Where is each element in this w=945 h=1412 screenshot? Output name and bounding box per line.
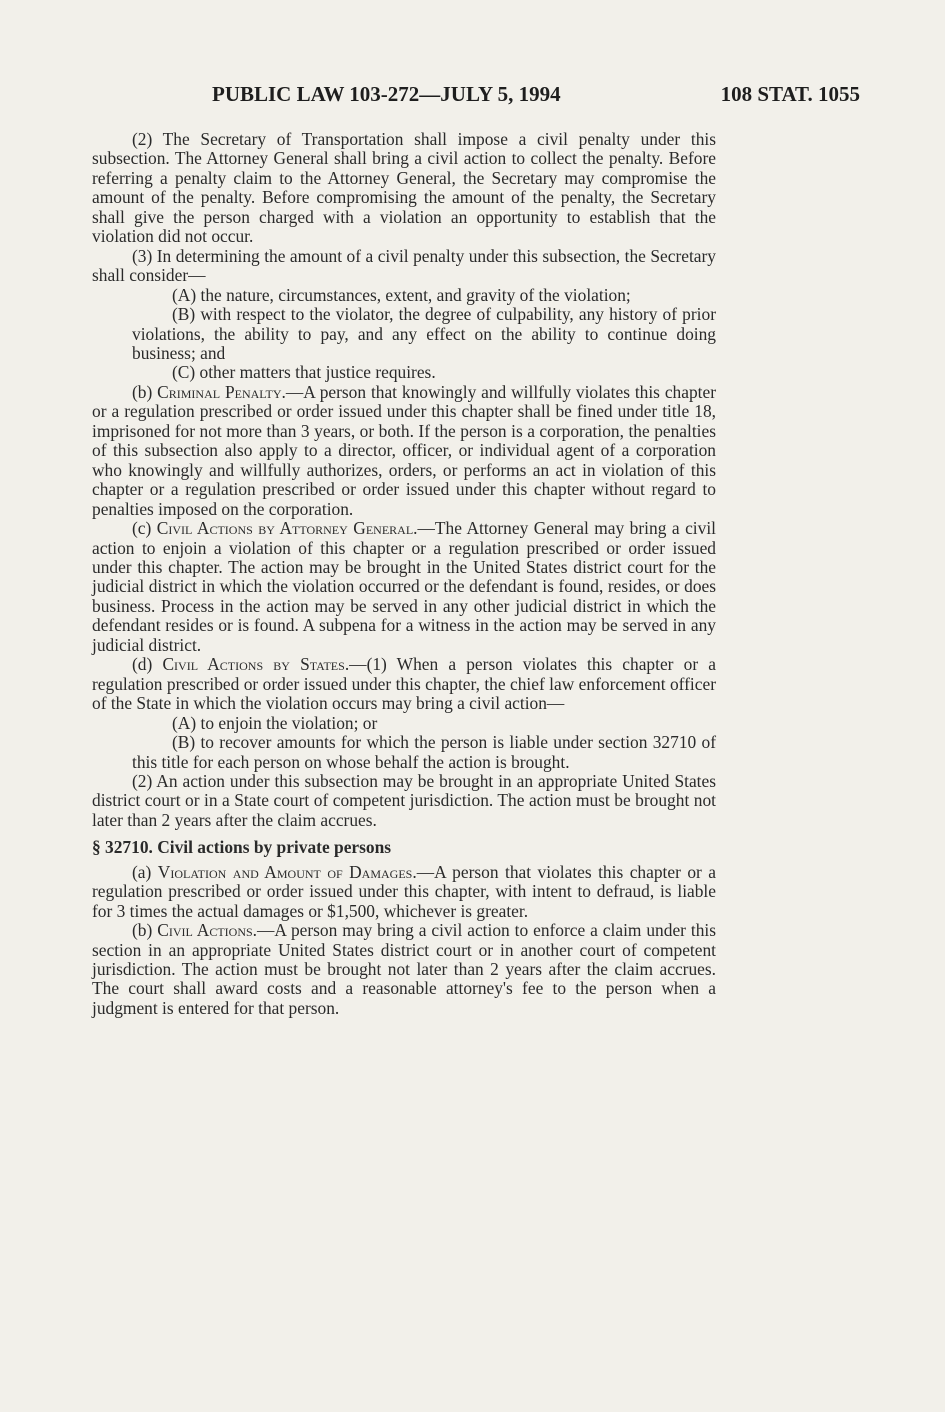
paragraph-a2: (2) The Secretary of Transportation shall impose a civil penalty under this subsection. The Attorney General shall bring a civil action to collect the penalty. Before referring a penalty claim to the Attorney General, the Secretary may compromise the amount of the penalty. Before compromising the amount of the penalty, the Secretary shall give the person charged with a violation an opportunity to establish that the violation did not occur.: [92, 129, 716, 247]
subsection-b-label: (b): [132, 381, 158, 402]
running-title: PUBLIC LAW 103-272—JULY 5, 1994: [212, 82, 561, 106]
subsection-d-text: —(1) When a person violates this chapter or a regulation prescribed or order issued under this chapter, the chief law enforcement officer of the State in which the violation occurs may bring a civil action—: [92, 654, 716, 714]
section-subsection-a: [92, 863, 716, 921]
paragraph-a3: (3) In determining the amount of a civil penalty under this subsection, the Secretary shall consider—: [92, 245, 716, 286]
subparagraph-d1-A: (A) to enjoin the violation; or: [172, 712, 378, 733]
page-header: [92, 82, 860, 112]
subparagraph-a3-C: (C) other matters that justice requires.: [172, 362, 436, 383]
subsection-c-heading: Civil Actions by Attorney General.: [156, 518, 418, 539]
section-subsection-a-text: —A person that violates this chapter or a regulation prescribed or order issued under this chapter, with intent to defraud, is liable for 3 times the actual damages or $1,500, whichever is greater.: [92, 861, 717, 921]
statute-page-number: 108 STAT. 1055: [720, 82, 860, 106]
subsection-b: [92, 383, 716, 519]
subsection-c-text: —The Attorney General may bring a civil action to enjoin a violation of this chapter or a regulation prescribed or order issued under this chapter. The action may be brought in the United States district court for the judicial district in which the violation occurred or the defendant is found, resides, or does business. Process in the action may be served in any other judicial district in which the defendant resides or is found. A subpena for a witness in the action may be served in any judicial district.: [92, 518, 716, 655]
subsection-d-heading: Civil Actions by States.: [162, 654, 350, 675]
subparagraph-a3-B: (B) with respect to the violator, the degree of culpability, any history of prior violations, the ability to pay, and any effect on the ability to continue doing business; and: [132, 304, 716, 363]
section-subsection-b-text: —A person may bring a civil action to enforce a claim under this section in an appropriate United States district court or in another court of competent jurisdiction. The action must be brought not later than 2 years after the claim accrues. The court shall award costs and a reasonable attorney's fee to the person when a judgment is entered for that person.: [92, 920, 717, 1018]
section-subsection-a-heading: Violation and Amount of Damages.: [157, 861, 417, 882]
subparagraph-a3-A: (A) the nature, circumstances, extent, and gravity of the violation;: [172, 284, 631, 305]
section-subsection-b-heading: Civil Actions.: [157, 920, 258, 941]
subsection-d: [92, 655, 716, 713]
subsection-c-label: (c): [132, 518, 157, 539]
subsection-b-text: —A person that knowingly and willfully violates this chapter or a regulation prescribed or order issued under this chapter shall be fined under title 18, imprisoned for not more than 3 years, or both. If the person is a corporation, the penalties of this subsection also apply to a director, officer, or individual agent of a corporation who knowingly and willfully authorizes, orders, or performs an act in violation of this chapter or a regulation prescribed or order issued under this chapter without regard to penalties imposed on the corporation.: [92, 381, 716, 519]
section-subsection-a-label: (a): [132, 861, 158, 882]
section-heading: § 32710. Civil actions by private persons: [92, 837, 392, 858]
subparagraph-d1-B: (B) to recover amounts for which the person is liable under section 32710 of this title for each person on whose behalf the action is brought.: [132, 732, 716, 772]
subsection-d-label: (d): [132, 654, 163, 675]
section-subsection-b: [92, 921, 716, 1018]
subsection-c: [92, 519, 716, 655]
paragraph-d2: (2) An action under this subsection may be brought in an appropriate United States district court or in a State court of competent jurisdiction. The action must be brought not later than 2 years after the claim accrues.: [92, 770, 716, 830]
section-subsection-b-label: (b): [132, 920, 158, 941]
document-body: [92, 130, 716, 1018]
subsection-b-heading: Criminal Penalty.: [157, 381, 286, 402]
